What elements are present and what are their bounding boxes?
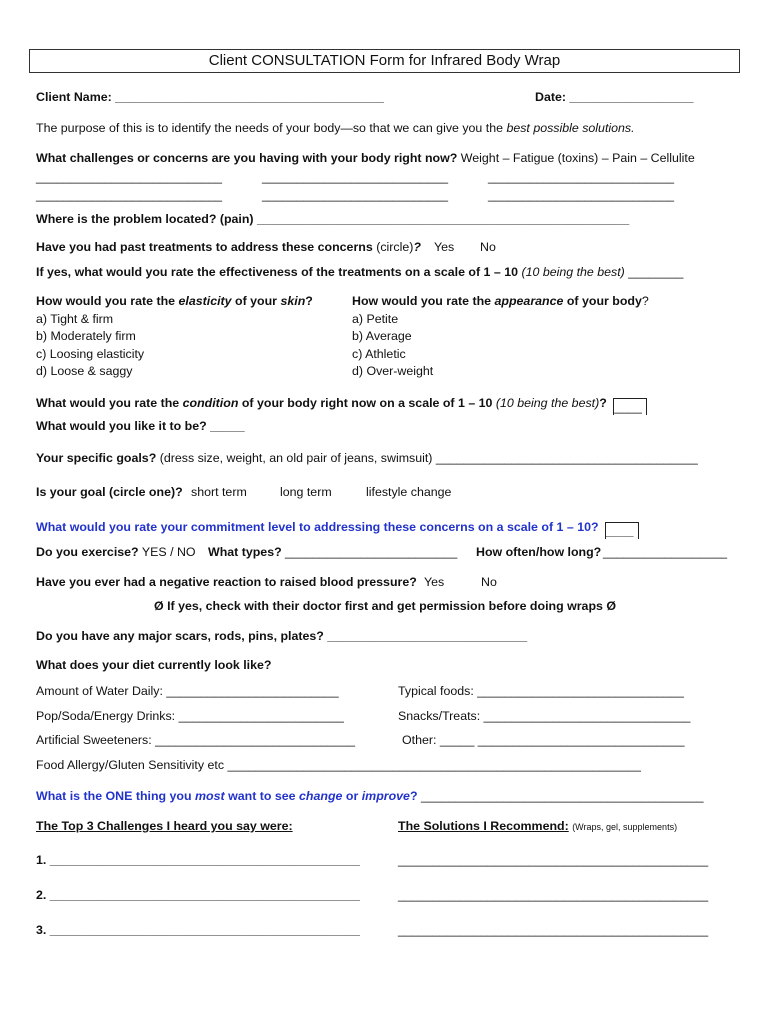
appearance-question (352, 293, 649, 311)
goal-short-term[interactable]: short term (191, 485, 247, 499)
condition-note: (10 being the best) (495, 396, 600, 410)
appearance-section (352, 293, 649, 381)
typical-foods-field[interactable]: Typical foods: ______________________________ (398, 684, 684, 698)
elasticity-option[interactable]: c) Loosing elasticity (36, 346, 145, 361)
solution-line-1[interactable]: _____________________________________________ (398, 853, 709, 867)
allergy-field[interactable]: Food Allergy/Gluten Sensitivity etc ____________________________________________________________ (36, 758, 641, 772)
effectiveness-label: If yes, what would you rate the effectiveness of the treatments on a scale of 1 – 10 (36, 265, 519, 279)
blood-pressure-yes[interactable]: Yes (424, 575, 445, 589)
elasticity-q-em2: skin (280, 294, 306, 308)
appearance-q-em: appearance (494, 294, 564, 308)
solutions-heading: The Solutions I Recommend: (398, 819, 569, 833)
condition-question (36, 395, 647, 415)
appearance-q-mark: ? (641, 294, 649, 308)
goals-field[interactable]: (dress size, weight, an old pair of jeans, swimsuit) ______________________________________ (159, 451, 698, 465)
challenge-item-3[interactable]: 3. _____________________________________________ (36, 923, 360, 937)
blood-pressure-no[interactable]: No (481, 575, 497, 589)
purpose-italic: best possible solutions. (506, 121, 635, 135)
one-thing-question (36, 788, 704, 804)
challenges-label: What challenges or concerns are you having with your body right now? (36, 151, 458, 165)
elasticity-option[interactable]: a) Tight & firm (36, 311, 114, 326)
elasticity-option[interactable]: b) Moderately firm (36, 329, 136, 343)
challenges-blank-2a[interactable]: ___________________________ (36, 188, 223, 202)
one-thing-change: change (299, 789, 343, 803)
snacks-field[interactable]: Snacks/Treats: ______________________________ (398, 709, 691, 723)
solution-line-3[interactable]: _____________________________________________ (398, 923, 709, 937)
condition-q-pre: What would you rate the (36, 396, 180, 410)
doctor-note: Ø If yes, check with their doctor first and get permission before doing wraps Ø (154, 599, 616, 613)
goals-question (36, 450, 698, 466)
elasticity-section (36, 293, 313, 381)
blood-pressure-question: Have you ever had a negative reaction to raised blood pressure? (36, 575, 417, 589)
date-field[interactable]: Date: __________________ (535, 90, 694, 104)
exercise-yes-no[interactable]: YES / NO (141, 545, 196, 559)
purpose-statement (36, 120, 635, 136)
appearance-option[interactable]: b) Average (352, 329, 412, 343)
elasticity-q-pre: How would you rate the (36, 294, 176, 308)
one-thing-most: most (195, 789, 225, 803)
solutions-heading-row (398, 818, 677, 835)
appearance-option[interactable]: a) Petite (352, 311, 399, 326)
form-title: Client CONSULTATION Form for Infrared Body Wrap (29, 49, 740, 73)
challenges-blank-1a[interactable]: ___________________________ (36, 170, 223, 184)
top3-heading: The Top 3 Challenges I heard you say were: (36, 819, 293, 833)
challenges-options: Weight – Fatigue (toxins) – Pain – Cellulite (460, 151, 695, 165)
appearance-q-end: of your body (566, 294, 642, 308)
one-thing-field[interactable]: _________________________________________ (420, 789, 704, 803)
one-thing-or: or (345, 789, 359, 803)
appearance-option[interactable]: c) Athletic (352, 346, 406, 361)
effectiveness-blank[interactable]: ________ (628, 265, 684, 279)
challenges-question (36, 150, 695, 166)
one-thing-pre: What is the ONE thing you (36, 789, 192, 803)
purpose-text: The purpose of this is to identify the needs of your body—so that we can give you the (36, 121, 503, 135)
one-thing-end: ? (409, 789, 418, 803)
challenges-blank-2b[interactable]: ___________________________ (262, 188, 449, 202)
exercise-often-label: How often/how long? (476, 545, 602, 559)
past-treatments-question (36, 239, 421, 255)
one-thing-mid: want to see (228, 789, 296, 803)
challenges-blank-2c[interactable]: ___________________________ (488, 188, 675, 202)
commitment-question (36, 519, 639, 539)
appearance-option[interactable]: d) Over-weight (352, 364, 434, 378)
solutions-note: (Wraps, gel, supplements) (572, 822, 678, 832)
exercise-types-label: What types? (208, 545, 282, 559)
challenges-blank-1b[interactable]: ___________________________ (262, 170, 449, 184)
commitment-answer-box[interactable]: ____ (605, 522, 639, 539)
exercise-often-field[interactable]: __________________ (603, 545, 728, 559)
goal-long-term[interactable]: long term (280, 485, 332, 499)
solution-line-2[interactable]: _____________________________________________ (398, 888, 709, 902)
pop-field[interactable]: Pop/Soda/Energy Drinks: ________________________ (36, 709, 344, 723)
water-field[interactable]: Amount of Water Daily: _________________________ (36, 684, 339, 698)
problem-location-field[interactable]: Where is the problem located? (pain) ______________________________________________________ (36, 212, 630, 226)
challenge-item-1[interactable]: 1. _____________________________________________ (36, 853, 360, 867)
elasticity-q-end: ? (305, 294, 313, 308)
past-treatments-no[interactable]: No (480, 240, 496, 254)
condition-q-em: condition (182, 396, 239, 410)
goals-label: Your specific goals? (36, 451, 157, 465)
diet-question: What does your diet currently look like? (36, 658, 272, 672)
appearance-q-pre: How would you rate the (352, 294, 492, 308)
exercise-row (36, 544, 196, 560)
elasticity-q-em: elasticity (178, 294, 232, 308)
goal-type-question (36, 484, 183, 500)
challenge-item-2[interactable]: 2. _____________________________________________ (36, 888, 360, 902)
other-field[interactable]: Other: _____ ______________________________ (402, 733, 685, 747)
effectiveness-question (36, 264, 683, 280)
past-treatments-label: Have you had past treatments to address these concerns (36, 240, 373, 254)
sweeteners-field[interactable]: Artificial Sweeteners: _____________________________ (36, 733, 355, 747)
condition-answer-box[interactable]: ____ (613, 398, 647, 415)
commitment-label: What would you rate your commitment level to addressing these concerns on a scale of 1 – 10? (36, 520, 599, 534)
condition-q-end: of your body right now on a scale of 1 – 10 (241, 396, 493, 410)
goal-type-label: Is your goal (circle one)? (36, 485, 183, 499)
elasticity-q-mid: of your (235, 294, 278, 308)
past-treatments-yes[interactable]: Yes (434, 240, 455, 254)
effectiveness-note: (10 being the best) (521, 265, 625, 279)
client-name-field[interactable]: Client Name: _______________________________________ (36, 90, 384, 104)
past-treatments-mark: ? (413, 240, 421, 254)
elasticity-question (36, 293, 313, 311)
scars-field[interactable]: Do you have any major scars, rods, pins, plates? _____________________________ (36, 629, 528, 643)
exercise-label: Do you exercise? (36, 545, 139, 559)
past-treatments-circle: (circle) (376, 240, 414, 254)
like-it-to-be-field[interactable]: What would you like it to be? _____ (36, 419, 245, 433)
challenges-blank-1c[interactable]: ___________________________ (488, 170, 675, 184)
one-thing-improve: improve (361, 789, 410, 803)
goal-lifestyle-change[interactable]: lifestyle change (366, 485, 452, 499)
elasticity-option[interactable]: d) Loose & saggy (36, 364, 133, 378)
exercise-types-field[interactable]: _________________________ (285, 545, 458, 559)
condition-mark: ? (599, 396, 607, 410)
